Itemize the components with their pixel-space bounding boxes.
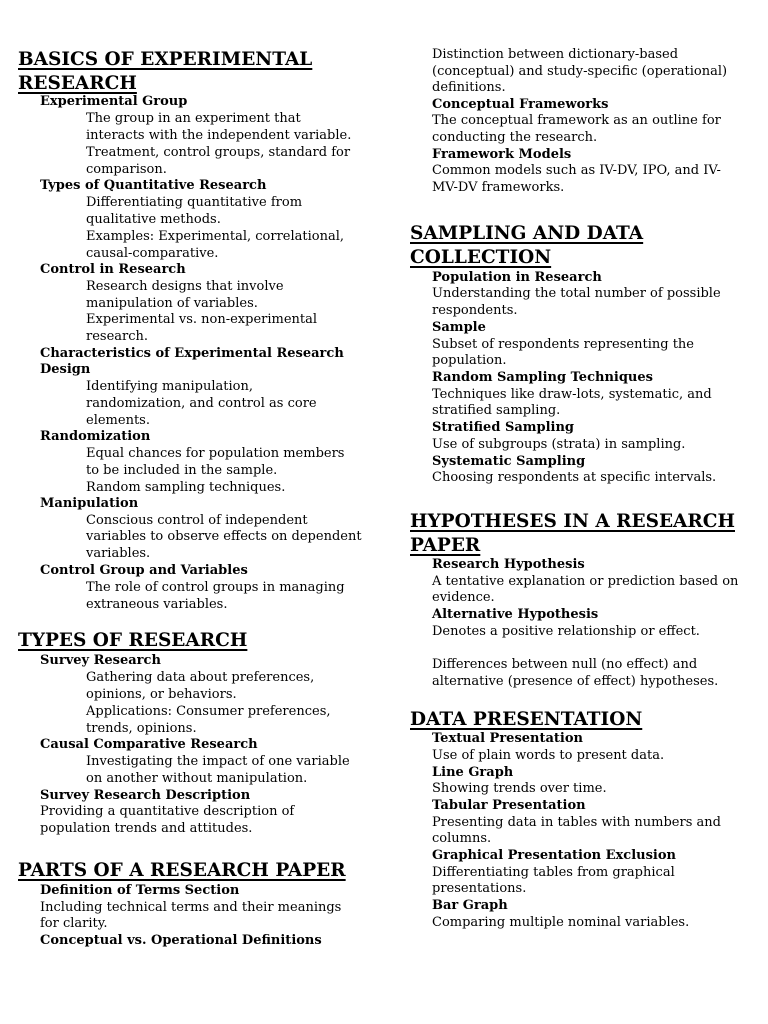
item-text: Presenting data in tables with numbers and <box>432 815 721 830</box>
item-text: Research designs that involve <box>86 279 284 294</box>
item-title: Population in Research <box>432 270 602 285</box>
item-text: The group in an experiment that <box>86 111 301 126</box>
item-text: Showing trends over time. <box>432 781 607 796</box>
item-text: Denotes a positive relationship or effect. <box>432 624 700 639</box>
section-heading: SAMPLING AND DATA <box>410 223 644 244</box>
item-text: Identifying manipulation, <box>86 379 253 394</box>
item-text: conducting the research. <box>432 130 598 145</box>
item-title: Conceptual Frameworks <box>432 97 609 112</box>
item-title: Random Sampling Techniques <box>432 370 653 385</box>
item-text: Including technical terms and their meanings <box>40 900 342 915</box>
item-title: Alternative Hypothesis <box>432 607 599 622</box>
item-text: Applications: Consumer preferences, <box>86 704 331 719</box>
item-text: (conceptual) and study-specific (operational) <box>432 64 728 79</box>
item-text: definitions. <box>432 80 506 95</box>
item-text: Use of plain words to present data. <box>432 748 665 763</box>
item-text: randomization, and control as core <box>86 396 317 411</box>
item-title: Bar Graph <box>432 898 508 913</box>
item-title: Randomization <box>40 429 151 444</box>
item-text: Examples: Experimental, correlational, <box>86 229 345 244</box>
section-heading: COLLECTION <box>410 247 552 268</box>
item-text: Equal chances for population members <box>86 446 345 461</box>
item-text: on another without manipulation. <box>86 771 308 786</box>
item-text: Choosing respondents at specific intervals. <box>432 470 717 485</box>
item-title: Framework Models <box>432 147 572 162</box>
item-title: Survey Research <box>40 653 161 668</box>
item-text: stratified sampling. <box>432 403 561 418</box>
section-heading: PARTS OF A RESEARCH PAPER <box>18 860 346 881</box>
section-heading: RESEARCH <box>18 73 137 94</box>
item-text: Differentiating quantitative from <box>86 195 303 210</box>
item-text: Distinction between dictionary-based <box>432 47 679 62</box>
item-text: Providing a quantitative description of <box>40 804 295 819</box>
item-title: Control Group and Variables <box>40 563 248 578</box>
item-text: Subset of respondents representing the <box>432 337 694 352</box>
item-text: manipulation of variables. <box>86 296 258 311</box>
item-text: evidence. <box>432 590 495 605</box>
item-title: Systematic Sampling <box>432 454 586 469</box>
item-text: Gathering data about preferences, <box>86 670 315 685</box>
item-title: Characteristics of Experimental Research <box>40 346 344 361</box>
item-text: to be included in the sample. <box>86 463 278 478</box>
item-text: A tentative explanation or prediction based on <box>432 574 739 589</box>
item-title: Design <box>40 362 91 377</box>
item-title: Types of Quantitative Research <box>40 178 267 193</box>
item-text: Use of subgroups (strata) in sampling. <box>432 437 686 452</box>
item-text: interacts with the independent variable. <box>86 128 352 143</box>
item-text: MV-DV frameworks. <box>432 180 565 195</box>
section-heading: BASICS OF EXPERIMENTAL <box>18 49 313 70</box>
item-text: research. <box>86 329 149 344</box>
item-text: qualitative methods. <box>86 212 221 227</box>
item-text: variables. <box>86 546 151 561</box>
item-text: columns. <box>432 831 492 846</box>
item-text: Investigating the impact of one variable <box>86 754 350 769</box>
item-text: variables to observe effects on dependent <box>86 529 362 544</box>
item-title: Graphical Presentation Exclusion <box>432 848 676 863</box>
item-text: extraneous variables. <box>86 597 228 612</box>
item-title: Definition of Terms Section <box>40 883 240 898</box>
item-title: Line Graph <box>432 765 514 780</box>
item-text: respondents. <box>432 303 518 318</box>
item-text: Comparing multiple nominal variables. <box>432 915 690 930</box>
item-text: Random sampling techniques. <box>86 480 286 495</box>
note-text: Differences between null (no effect) and <box>432 657 698 672</box>
section-heading: TYPES OF RESEARCH <box>18 630 248 651</box>
item-text: causal-comparative. <box>86 246 219 261</box>
item-title: Tabular Presentation <box>432 798 586 813</box>
item-text: Treatment, control groups, standard for <box>86 145 351 160</box>
item-title: Experimental Group <box>40 94 188 109</box>
item-text: elements. <box>86 413 150 428</box>
item-text: comparison. <box>86 162 167 177</box>
item-title: Stratified Sampling <box>432 420 575 435</box>
item-title: Survey Research Description <box>40 788 251 803</box>
item-text: The role of control groups in managing <box>86 580 345 595</box>
item-text: population trends and attitudes. <box>40 821 253 836</box>
item-text: Experimental vs. non-experimental <box>86 312 318 327</box>
section-heading: PAPER <box>410 535 481 556</box>
item-text: Understanding the total number of possible <box>432 286 721 301</box>
item-text: Common models such as IV-DV, IPO, and IV- <box>432 163 721 178</box>
item-title: Manipulation <box>40 496 139 511</box>
section-heading: HYPOTHESES IN A RESEARCH <box>410 511 735 532</box>
section-heading: DATA PRESENTATION <box>410 709 643 730</box>
item-text: The conceptual framework as an outline for <box>432 113 721 128</box>
item-title: Research Hypothesis <box>432 557 585 572</box>
item-title: Control in Research <box>40 262 186 277</box>
item-text: for clarity. <box>40 916 108 931</box>
note-text: alternative (presence of effect) hypotheses. <box>432 674 719 689</box>
item-title: Conceptual vs. Operational Definitions <box>40 933 322 948</box>
item-title: Sample <box>432 320 486 335</box>
item-text: Conscious control of independent <box>86 513 308 528</box>
item-text: Techniques like draw-lots, systematic, and <box>432 387 712 402</box>
item-title: Textual Presentation <box>432 731 583 746</box>
item-text: Differentiating tables from graphical <box>432 865 675 880</box>
item-text: opinions, or behaviors. <box>86 687 237 702</box>
item-text: presentations. <box>432 881 527 896</box>
item-text: population. <box>432 353 507 368</box>
item-title: Causal Comparative Research <box>40 737 258 752</box>
item-text: trends, opinions. <box>86 721 197 736</box>
